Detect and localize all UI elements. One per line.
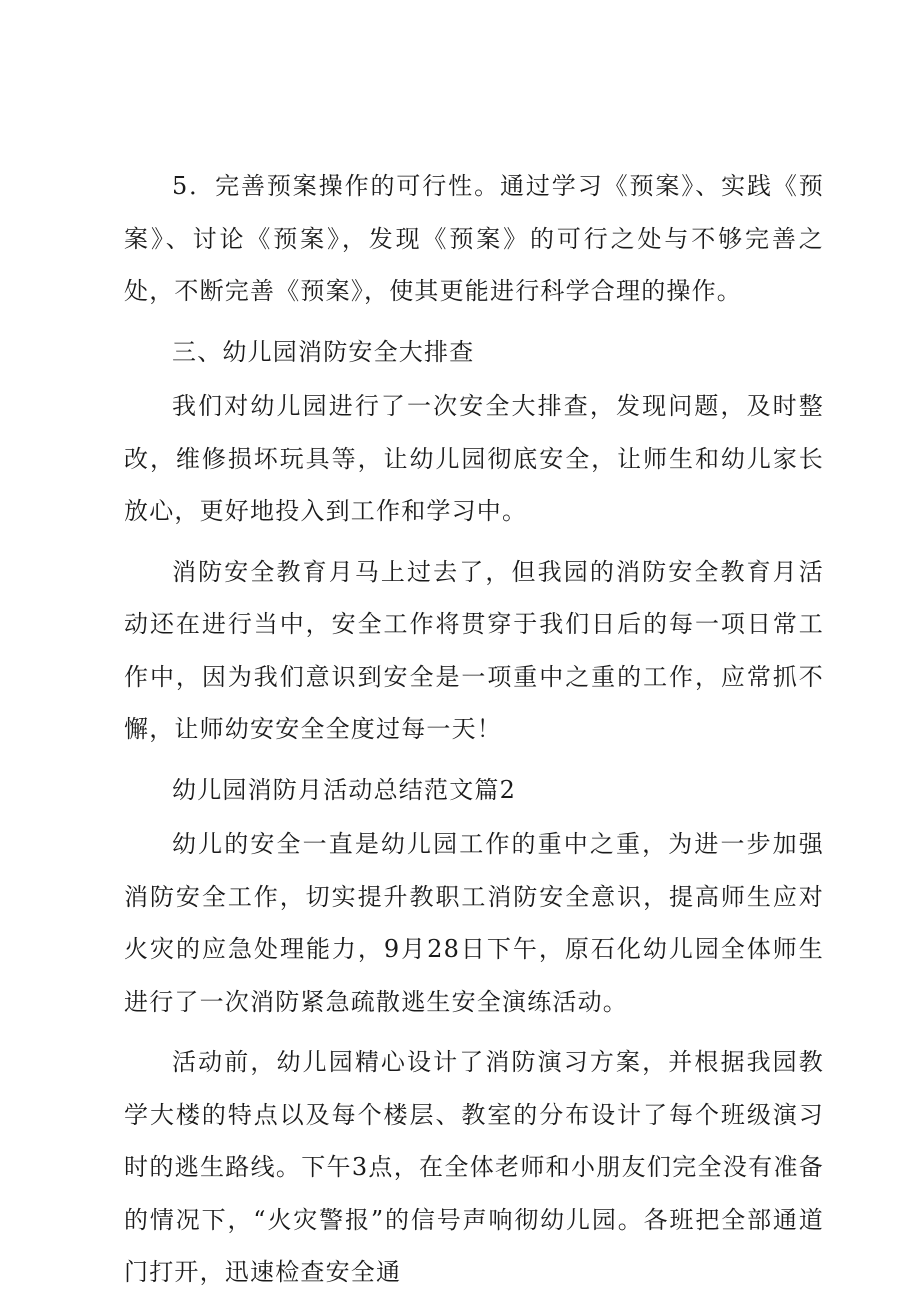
document-page — [124, 160, 824, 1299]
paragraph-plan-feasibility: 5．完善预案操作的可行性。通过学习《预案》、实践《预案》、讨论《预案》，发现《预案》的可行之处与不够完善之处，不断完善《预案》，使其更能进行科学合理的操作。 — [124, 172, 824, 305]
paragraph-drill-process: 活动前，幼儿园精心设计了消防演习方案，并根据我园教学大楼的特点以及每个楼层、教室的分布设计了每个班级演习时的逃生路线。下午3点，在全体老师和小朋友们完全没有准备的情况下，“火灾警报”的信号声响彻幼儿园。各班把全部通道门打开，迅速检查安全通 — [124, 1048, 824, 1286]
paragraph-drill-intro: 幼儿的安全一直是幼儿园工作的重中之重，为进一步加强消防安全工作，切实提升教职工消防安全意识，提高师生应对火灾的应急处理能力，9月28日下午，原石化幼儿园全体师生进行了一次消防紧急疏散逃生安全演练活动。 — [124, 830, 824, 1016]
paragraph-education-month: 消防安全教育月马上过去了，但我园的消防安全教育月活动还在进行当中，安全工作将贯穿于我们日后的每一项日常工作中，因为我们意识到安全是一项重中之重的工作，应常抓不懈，让师幼安安全全度过每一天！ — [124, 557, 824, 743]
section-heading-safety-inspection: 三、幼儿园消防安全大排查 — [172, 337, 475, 366]
paragraph-safety-inspection: 我们对幼儿园进行了一次安全大排查，发现问题，及时整改，维修损坏玩具等，让幼儿园彻底安全，让师生和幼儿家长放心，更好地投入到工作和学习中。 — [124, 392, 824, 525]
article-title-part2: 幼儿园消防月活动总结范文篇2 — [172, 775, 517, 804]
